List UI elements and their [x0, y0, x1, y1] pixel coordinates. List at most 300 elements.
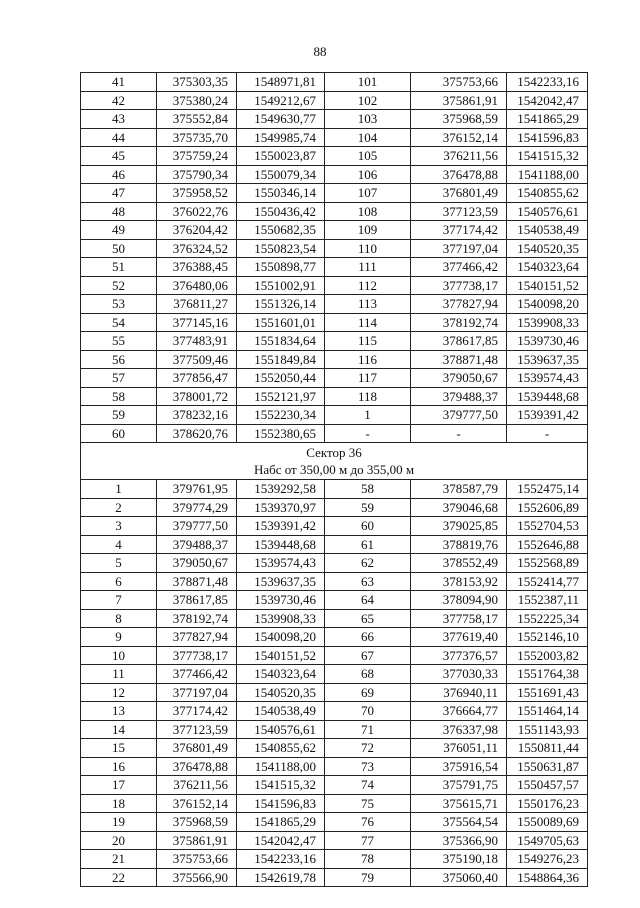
x-coordinate-left: 378001,72	[157, 387, 237, 406]
x-coordinate-right: 375916,54	[411, 757, 507, 776]
table-row	[81, 572, 588, 591]
coordinates-block-1	[81, 73, 588, 443]
x-coordinate-left: 377738,17	[157, 646, 237, 665]
y-coordinate-left: 1550436,42	[237, 202, 325, 221]
x-coordinate-right: 375060,40	[411, 868, 507, 887]
x-coordinate-right: 375366,90	[411, 831, 507, 850]
x-coordinate-left: 375566,90	[157, 868, 237, 887]
point-number-right: 70	[325, 702, 411, 721]
table-row	[81, 128, 588, 147]
y-coordinate-right: 1551691,43	[507, 683, 588, 702]
point-number-left: 53	[81, 295, 157, 314]
table-row	[81, 498, 588, 517]
y-coordinate-left: 1552050,44	[237, 369, 325, 388]
point-number-left: 42	[81, 91, 157, 110]
x-coordinate-right: 377619,40	[411, 628, 507, 647]
x-coordinate-left: 377856,47	[157, 369, 237, 388]
y-coordinate-left: 1539391,42	[237, 517, 325, 536]
point-number-left: 52	[81, 276, 157, 295]
table-row	[81, 424, 588, 443]
x-coordinate-right: 378819,76	[411, 535, 507, 554]
y-coordinate-left: 1550079,34	[237, 165, 325, 184]
x-coordinate-right: 377466,42	[411, 258, 507, 277]
point-number-right: 116	[325, 350, 411, 369]
x-coordinate-right: 377174,42	[411, 221, 507, 240]
x-coordinate-right: 375190,18	[411, 850, 507, 869]
y-coordinate-right: 1539637,35	[507, 350, 588, 369]
section-header-block	[81, 443, 588, 480]
point-number-left: 60	[81, 424, 157, 443]
table-row	[81, 535, 588, 554]
y-coordinate-right: 1539391,42	[507, 406, 588, 425]
x-coordinate-right: 376940,11	[411, 683, 507, 702]
y-coordinate-left: 1540151,52	[237, 646, 325, 665]
x-coordinate-right: 379046,68	[411, 498, 507, 517]
x-coordinate-right: 376051,11	[411, 739, 507, 758]
point-number-left: 21	[81, 850, 157, 869]
y-coordinate-left: 1552121,97	[237, 387, 325, 406]
y-coordinate-left: 1551834,64	[237, 332, 325, 351]
y-coordinate-left: 1549985,74	[237, 128, 325, 147]
y-coordinate-right: 1540855,62	[507, 184, 588, 203]
y-coordinate-left: 1539448,68	[237, 535, 325, 554]
table-row	[81, 313, 588, 332]
table-row	[81, 110, 588, 129]
point-number-right: 101	[325, 73, 411, 92]
point-number-left: 6	[81, 572, 157, 591]
y-coordinate-right: 1539730,46	[507, 332, 588, 351]
y-coordinate-left: 1551849,84	[237, 350, 325, 369]
point-number-right: 117	[325, 369, 411, 388]
y-coordinate-left: 1540855,62	[237, 739, 325, 758]
point-number-right: 113	[325, 295, 411, 314]
table-row	[81, 147, 588, 166]
section-header-row	[81, 443, 588, 480]
point-number-right: 106	[325, 165, 411, 184]
y-coordinate-right: 1541865,29	[507, 110, 588, 129]
x-coordinate-left: 376388,45	[157, 258, 237, 277]
x-coordinate-left: 379774,29	[157, 498, 237, 517]
point-number-right: 112	[325, 276, 411, 295]
y-coordinate-left: 1540098,20	[237, 628, 325, 647]
point-number-left: 3	[81, 517, 157, 536]
x-coordinate-right: 378871,48	[411, 350, 507, 369]
x-coordinate-right: 376211,56	[411, 147, 507, 166]
point-number-left: 2	[81, 498, 157, 517]
y-coordinate-left: 1539574,43	[237, 554, 325, 573]
section-header-cell	[81, 443, 588, 480]
x-coordinate-left: 375958,52	[157, 184, 237, 203]
point-number-right: 118	[325, 387, 411, 406]
point-number-right: -	[325, 424, 411, 443]
y-coordinate-left: 1551002,91	[237, 276, 325, 295]
point-number-left: 20	[81, 831, 157, 850]
point-number-right: 110	[325, 239, 411, 258]
y-coordinate-right: 1551464,14	[507, 702, 588, 721]
x-coordinate-left: 375735,70	[157, 128, 237, 147]
x-coordinate-right: 378153,92	[411, 572, 507, 591]
coordinates-block-2	[81, 480, 588, 887]
point-number-right: 69	[325, 683, 411, 702]
x-coordinate-left: 376801,49	[157, 739, 237, 758]
point-number-right: 104	[325, 128, 411, 147]
x-coordinate-right: 377197,04	[411, 239, 507, 258]
x-coordinate-left: 375552,84	[157, 110, 237, 129]
point-number-right: 66	[325, 628, 411, 647]
point-number-left: 16	[81, 757, 157, 776]
x-coordinate-left: 375861,91	[157, 831, 237, 850]
x-coordinate-right: 376152,14	[411, 128, 507, 147]
table-row	[81, 850, 588, 869]
page-number: 88	[313, 44, 327, 59]
point-number-right: 1	[325, 406, 411, 425]
table-row	[81, 868, 588, 887]
y-coordinate-right: 1540576,61	[507, 202, 588, 221]
point-number-right: 63	[325, 572, 411, 591]
x-coordinate-left: 379050,67	[157, 554, 237, 573]
y-coordinate-left: 1549630,77	[237, 110, 325, 129]
y-coordinate-left: 1539370,97	[237, 498, 325, 517]
x-coordinate-right: 375791,75	[411, 776, 507, 795]
x-coordinate-left: 376324,52	[157, 239, 237, 258]
point-number-left: 1	[81, 480, 157, 499]
point-number-right: 60	[325, 517, 411, 536]
x-coordinate-right: 379488,37	[411, 387, 507, 406]
point-number-right: 61	[325, 535, 411, 554]
point-number-left: 5	[81, 554, 157, 573]
y-coordinate-right: 1540098,20	[507, 295, 588, 314]
y-coordinate-right: 1551143,93	[507, 720, 588, 739]
point-number-right: 111	[325, 258, 411, 277]
y-coordinate-left: 1541596,83	[237, 794, 325, 813]
x-coordinate-right: 377030,33	[411, 665, 507, 684]
y-coordinate-right: 1552225,34	[507, 609, 588, 628]
table-row	[81, 350, 588, 369]
x-coordinate-left: 377145,16	[157, 313, 237, 332]
x-coordinate-right: 375615,71	[411, 794, 507, 813]
x-coordinate-right: 378552,49	[411, 554, 507, 573]
y-coordinate-left: 1542233,16	[237, 850, 325, 869]
x-coordinate-right: 375968,59	[411, 110, 507, 129]
x-coordinate-left: 376211,56	[157, 776, 237, 795]
x-coordinate-left: 377466,42	[157, 665, 237, 684]
point-number-left: 7	[81, 591, 157, 610]
y-coordinate-right: 1550089,69	[507, 813, 588, 832]
table-row	[81, 794, 588, 813]
x-coordinate-left: 377174,42	[157, 702, 237, 721]
y-coordinate-left: 1551326,14	[237, 295, 325, 314]
point-number-right: 62	[325, 554, 411, 573]
table-row	[81, 480, 588, 499]
point-number-left: 14	[81, 720, 157, 739]
point-number-left: 22	[81, 868, 157, 887]
y-coordinate-right: -	[507, 424, 588, 443]
point-number-right: 59	[325, 498, 411, 517]
table-row	[81, 702, 588, 721]
y-coordinate-left: 1539908,33	[237, 609, 325, 628]
y-coordinate-left: 1550682,35	[237, 221, 325, 240]
point-number-right: 76	[325, 813, 411, 832]
y-coordinate-right: 1552146,10	[507, 628, 588, 647]
point-number-right: 68	[325, 665, 411, 684]
table-row	[81, 646, 588, 665]
table-row	[81, 776, 588, 795]
table-row	[81, 517, 588, 536]
point-number-left: 51	[81, 258, 157, 277]
x-coordinate-left: 376022,76	[157, 202, 237, 221]
y-coordinate-right: 1541515,32	[507, 147, 588, 166]
table-row	[81, 165, 588, 184]
y-coordinate-left: 1542619,78	[237, 868, 325, 887]
table-row	[81, 369, 588, 388]
y-coordinate-left: 1540538,49	[237, 702, 325, 721]
y-coordinate-right: 1550176,23	[507, 794, 588, 813]
table-row	[81, 239, 588, 258]
x-coordinate-left: 377827,94	[157, 628, 237, 647]
point-number-left: 56	[81, 350, 157, 369]
point-number-left: 9	[81, 628, 157, 647]
x-coordinate-right: 375564,54	[411, 813, 507, 832]
y-coordinate-left: 1541188,00	[237, 757, 325, 776]
y-coordinate-right: 1552646,88	[507, 535, 588, 554]
point-number-left: 19	[81, 813, 157, 832]
table-row	[81, 554, 588, 573]
y-coordinate-right: 1552414,77	[507, 572, 588, 591]
point-number-left: 59	[81, 406, 157, 425]
x-coordinate-left: 375968,59	[157, 813, 237, 832]
x-coordinate-left: 375759,24	[157, 147, 237, 166]
point-number-left: 45	[81, 147, 157, 166]
y-coordinate-left: 1541865,29	[237, 813, 325, 832]
point-number-right: 108	[325, 202, 411, 221]
x-coordinate-right: -	[411, 424, 507, 443]
point-number-right: 73	[325, 757, 411, 776]
y-coordinate-left: 1540576,61	[237, 720, 325, 739]
table-row	[81, 683, 588, 702]
point-number-right: 79	[325, 868, 411, 887]
table-row	[81, 813, 588, 832]
y-coordinate-right: 1552003,82	[507, 646, 588, 665]
x-coordinate-right: 375861,91	[411, 91, 507, 110]
point-number-right: 78	[325, 850, 411, 869]
x-coordinate-left: 375790,34	[157, 165, 237, 184]
table-row	[81, 665, 588, 684]
point-number-right: 67	[325, 646, 411, 665]
table-row	[81, 91, 588, 110]
y-coordinate-right: 1542042,47	[507, 91, 588, 110]
point-number-left: 44	[81, 128, 157, 147]
x-coordinate-left: 376152,14	[157, 794, 237, 813]
table-row	[81, 258, 588, 277]
y-coordinate-left: 1539292,58	[237, 480, 325, 499]
point-number-left: 18	[81, 794, 157, 813]
y-coordinate-left: 1550023,87	[237, 147, 325, 166]
x-coordinate-left: 377509,46	[157, 350, 237, 369]
point-number-left: 10	[81, 646, 157, 665]
x-coordinate-left: 375380,24	[157, 91, 237, 110]
x-coordinate-right: 378587,79	[411, 480, 507, 499]
x-coordinate-left: 377483,91	[157, 332, 237, 351]
y-coordinate-left: 1539730,46	[237, 591, 325, 610]
point-number-left: 13	[81, 702, 157, 721]
section-title: Сектор 36	[306, 445, 362, 460]
x-coordinate-right: 376801,49	[411, 184, 507, 203]
table-row	[81, 332, 588, 351]
point-number-left: 4	[81, 535, 157, 554]
x-coordinate-left: 378192,74	[157, 609, 237, 628]
x-coordinate-left: 378617,85	[157, 591, 237, 610]
x-coordinate-right: 377376,57	[411, 646, 507, 665]
x-coordinate-left: 379488,37	[157, 535, 237, 554]
point-number-left: 48	[81, 202, 157, 221]
y-coordinate-left: 1540520,35	[237, 683, 325, 702]
point-number-left: 49	[81, 221, 157, 240]
point-number-right: 105	[325, 147, 411, 166]
point-number-left: 58	[81, 387, 157, 406]
x-coordinate-right: 379050,67	[411, 369, 507, 388]
y-coordinate-right: 1550631,87	[507, 757, 588, 776]
x-coordinate-left: 378232,16	[157, 406, 237, 425]
x-coordinate-right: 377738,17	[411, 276, 507, 295]
table-row	[81, 406, 588, 425]
point-number-left: 41	[81, 73, 157, 92]
point-number-left: 15	[81, 739, 157, 758]
point-number-left: 50	[81, 239, 157, 258]
y-coordinate-right: 1540520,35	[507, 239, 588, 258]
table-row	[81, 757, 588, 776]
y-coordinate-right: 1542233,16	[507, 73, 588, 92]
point-number-right: 77	[325, 831, 411, 850]
y-coordinate-right: 1540151,52	[507, 276, 588, 295]
point-number-right: 71	[325, 720, 411, 739]
table-row	[81, 276, 588, 295]
y-coordinate-left: 1541515,32	[237, 776, 325, 795]
point-number-left: 54	[81, 313, 157, 332]
x-coordinate-right: 379777,50	[411, 406, 507, 425]
y-coordinate-right: 1539448,68	[507, 387, 588, 406]
x-coordinate-left: 376811,27	[157, 295, 237, 314]
y-coordinate-left: 1552230,34	[237, 406, 325, 425]
table-row	[81, 609, 588, 628]
y-coordinate-right: 1552475,14	[507, 480, 588, 499]
point-number-left: 11	[81, 665, 157, 684]
y-coordinate-right: 1549705,63	[507, 831, 588, 850]
point-number-left: 57	[81, 369, 157, 388]
x-coordinate-right: 377827,94	[411, 295, 507, 314]
table-row	[81, 831, 588, 850]
y-coordinate-right: 1552387,11	[507, 591, 588, 610]
x-coordinate-left: 377197,04	[157, 683, 237, 702]
y-coordinate-right: 1552568,89	[507, 554, 588, 573]
y-coordinate-left: 1550898,77	[237, 258, 325, 277]
y-coordinate-right: 1550457,57	[507, 776, 588, 795]
x-coordinate-left: 376478,88	[157, 757, 237, 776]
y-coordinate-right: 1552704,53	[507, 517, 588, 536]
x-coordinate-left: 378871,48	[157, 572, 237, 591]
x-coordinate-left: 375303,35	[157, 73, 237, 92]
y-coordinate-right: 1552606,89	[507, 498, 588, 517]
y-coordinate-left: 1550823,54	[237, 239, 325, 258]
point-number-left: 43	[81, 110, 157, 129]
x-coordinate-right: 377758,17	[411, 609, 507, 628]
point-number-right: 103	[325, 110, 411, 129]
y-coordinate-left: 1552380,65	[237, 424, 325, 443]
point-number-right: 58	[325, 480, 411, 499]
point-number-right: 65	[325, 609, 411, 628]
point-number-right: 107	[325, 184, 411, 203]
point-number-right: 64	[325, 591, 411, 610]
x-coordinate-right: 375753,66	[411, 73, 507, 92]
y-coordinate-left: 1548971,81	[237, 73, 325, 92]
point-number-left: 12	[81, 683, 157, 702]
x-coordinate-left: 375753,66	[157, 850, 237, 869]
table-row	[81, 202, 588, 221]
point-number-right: 102	[325, 91, 411, 110]
y-coordinate-right: 1551764,38	[507, 665, 588, 684]
x-coordinate-left: 378620,76	[157, 424, 237, 443]
x-coordinate-right: 378617,85	[411, 332, 507, 351]
point-number-right: 72	[325, 739, 411, 758]
x-coordinate-right: 376664,77	[411, 702, 507, 721]
table-row	[81, 739, 588, 758]
table-row	[81, 295, 588, 314]
x-coordinate-right: 376478,88	[411, 165, 507, 184]
point-number-left: 46	[81, 165, 157, 184]
x-coordinate-left: 376480,06	[157, 276, 237, 295]
x-coordinate-left: 376204,42	[157, 221, 237, 240]
y-coordinate-right: 1540538,49	[507, 221, 588, 240]
table-row	[81, 387, 588, 406]
y-coordinate-right: 1549276,23	[507, 850, 588, 869]
y-coordinate-left: 1539637,35	[237, 572, 325, 591]
y-coordinate-right: 1539574,43	[507, 369, 588, 388]
y-coordinate-right: 1539908,33	[507, 313, 588, 332]
x-coordinate-left: 379761,95	[157, 480, 237, 499]
point-number-right: 74	[325, 776, 411, 795]
point-number-left: 55	[81, 332, 157, 351]
table-row	[81, 628, 588, 647]
point-number-right: 75	[325, 794, 411, 813]
point-number-left: 17	[81, 776, 157, 795]
table-row	[81, 184, 588, 203]
y-coordinate-right: 1550811,44	[507, 739, 588, 758]
x-coordinate-right: 376337,98	[411, 720, 507, 739]
x-coordinate-right: 379025,85	[411, 517, 507, 536]
y-coordinate-right: 1541596,83	[507, 128, 588, 147]
y-coordinate-right: 1548864,36	[507, 868, 588, 887]
x-coordinate-left: 377123,59	[157, 720, 237, 739]
x-coordinate-right: 378094,90	[411, 591, 507, 610]
x-coordinate-left: 379777,50	[157, 517, 237, 536]
table-row	[81, 73, 588, 92]
point-number-right: 115	[325, 332, 411, 351]
coordinates-table	[80, 72, 588, 887]
y-coordinate-left: 1550346,14	[237, 184, 325, 203]
y-coordinate-left: 1551601,01	[237, 313, 325, 332]
y-coordinate-left: 1542042,47	[237, 831, 325, 850]
x-coordinate-right: 378192,74	[411, 313, 507, 332]
point-number-left: 8	[81, 609, 157, 628]
section-subtitle: Набс от 350,00 м до 355,00 м	[253, 462, 415, 477]
table-row	[81, 591, 588, 610]
y-coordinate-left: 1540323,64	[237, 665, 325, 684]
table-row	[81, 221, 588, 240]
x-coordinate-right: 377123,59	[411, 202, 507, 221]
y-coordinate-left: 1549212,67	[237, 91, 325, 110]
point-number-left: 47	[81, 184, 157, 203]
point-number-right: 114	[325, 313, 411, 332]
table-row	[81, 720, 588, 739]
